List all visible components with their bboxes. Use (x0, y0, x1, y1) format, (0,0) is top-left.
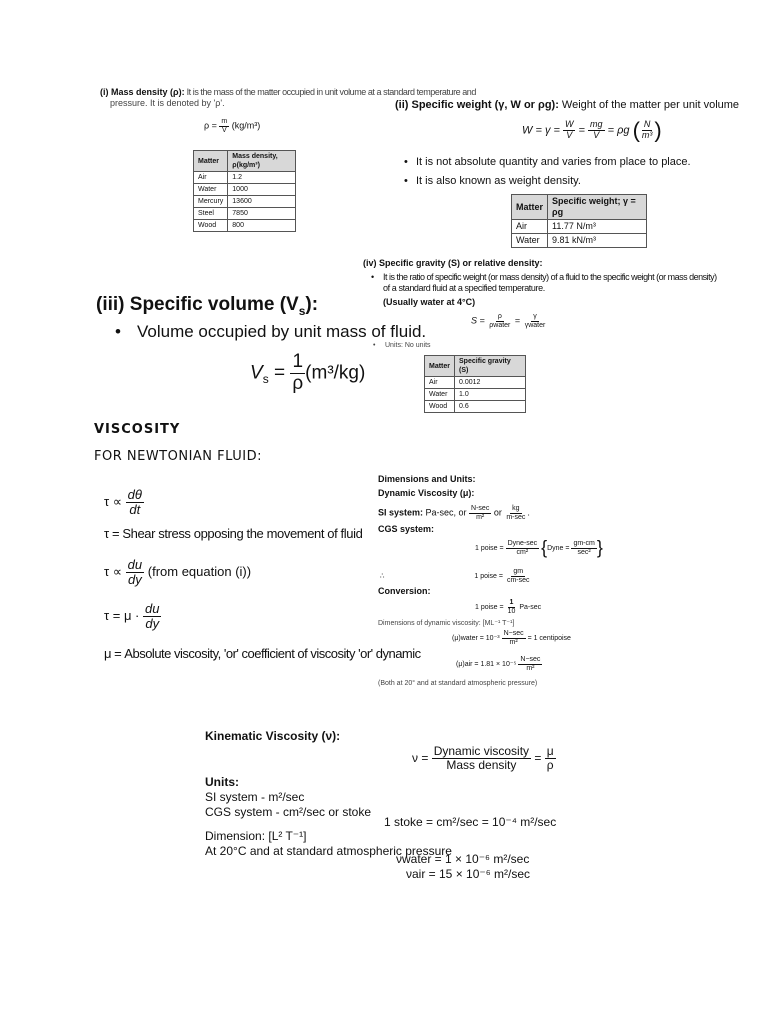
frac-den: dy (145, 616, 160, 632)
frac-den: m² (476, 513, 485, 521)
table-cell: Wood (194, 220, 228, 232)
bullet-text-cont: of a standard fluid at a specified temperature. (383, 283, 545, 293)
eq-note: (from equation (i)) (147, 564, 252, 580)
specific-weight-heading: (ii) Specific weight (γ, W or ρg): (395, 99, 559, 111)
specific-volume-bullet: • Volume occupied by unit mass of fluid. (115, 322, 427, 341)
cgs-label: CGS system: (378, 524, 435, 535)
frac-den: Mass density (446, 758, 517, 773)
frac-num: mg (590, 119, 603, 129)
heading-sub: s (298, 303, 306, 318)
frac-num: N−sec (503, 630, 524, 637)
frac-den: ρ (546, 758, 554, 773)
kinematic-values (396, 852, 530, 882)
mass-density-block (100, 87, 476, 109)
frac-num: 1 (509, 599, 514, 606)
dimension-text: Dimension: [L² T⁻¹] (205, 829, 307, 843)
table-cell: 0.6 (455, 401, 526, 413)
specific-weight-block (395, 98, 739, 112)
newtonian-subtitle: FOR NEWTONIAN FLUID: (94, 449, 262, 464)
specific-weight-table (511, 194, 647, 248)
rhs: Pa-sec (519, 604, 542, 612)
dims-units-block (378, 474, 638, 535)
table-cell: Mercury (194, 196, 228, 208)
frac-num: W (564, 119, 574, 129)
table-cell: Air (512, 220, 548, 234)
table-cell: 11.77 N/m³ (548, 220, 647, 234)
unit-den: m³ (641, 129, 653, 140)
specific-volume-formula (250, 352, 365, 395)
eq-lhs: τ ∝ (104, 564, 123, 580)
table-row (194, 208, 296, 220)
bullet-text: It is not absolute quantity and varies from place to place. (416, 156, 691, 168)
table-cell: 0.0012 (455, 377, 526, 389)
eq-tau-prop-dtheta (104, 487, 424, 526)
eq-lhs: τ ∝ (104, 494, 123, 510)
mass-density-formula (204, 118, 260, 134)
lhs: (μ)water = 10⁻³ (452, 635, 500, 643)
frac-den: V (566, 129, 573, 140)
or: or (491, 507, 505, 518)
table-row (194, 172, 296, 184)
frac-num: Dynamic viscosity (433, 744, 530, 758)
si-line (378, 505, 638, 521)
units-label: Units: (205, 775, 239, 789)
formula-unit: (kg/m³) (231, 120, 261, 131)
mu-air (456, 656, 542, 672)
frac-den: ρ (292, 372, 304, 394)
table-cell: Water (512, 234, 548, 248)
table-header-cell: Specific weight; γ = ρg (548, 195, 647, 220)
bullet-text: It is the ratio of specific weight (or mass density) of a fluid to the specific weight (or mass density) (383, 272, 717, 282)
eq: = (578, 124, 585, 137)
table-cell: 800 (228, 220, 296, 232)
table-row (425, 401, 526, 413)
table-header-cell: Matter (512, 195, 548, 220)
table-row (194, 196, 296, 208)
formula-num: m (221, 118, 228, 125)
formula-den: V (221, 126, 227, 134)
dims-title: Dimensions and Units: (378, 474, 476, 484)
frac-den: 10 (507, 607, 516, 615)
viscosity-title: VISCOSITY (94, 422, 181, 437)
kinematic-title: Kinematic Viscosity (ν): (205, 729, 341, 743)
dimension-dynamic: Dimensions of dynamic viscosity: [ML⁻¹ T⁻¹] (378, 620, 515, 627)
dynamic-viscosity-label: Dynamic Viscosity (μ): (378, 488, 475, 498)
specific-volume-heading (96, 294, 318, 318)
table-cell: Wood (425, 401, 455, 413)
bullet-text: Volume occupied by unit mass of fluid. (137, 322, 427, 341)
frac-den: m-sec (506, 513, 526, 521)
frac-num: N−sec (520, 656, 541, 663)
table-cell: Air (194, 172, 228, 184)
nu-water: νwater = 1 × 10⁻⁶ m²/sec (396, 852, 530, 866)
lhs: (μ)air = 1.81 × 10⁻⁵ (456, 661, 517, 669)
frac-den: V (593, 129, 600, 140)
table-header-cell: Specific gravity (S) (455, 356, 526, 377)
frac-num: Dyne-sec (507, 540, 538, 547)
conversion-eq (475, 599, 541, 615)
table-cell: 1.2 (228, 172, 296, 184)
at-20c: At 20°C and at standard atmospheric pressure (205, 844, 452, 858)
stoke-def: 1 stoke = cm²/sec = 10⁻⁴ m²/sec (384, 815, 557, 829)
mu-water (452, 630, 571, 646)
frac-den: γwater (524, 321, 546, 329)
nu-eq: ν = (412, 750, 429, 765)
table-cell: Water (194, 184, 228, 196)
table-cell: 1000 (228, 184, 296, 196)
table-row (425, 389, 526, 401)
vs-sub: s (262, 372, 269, 387)
conversion-label: Conversion: (378, 586, 431, 596)
specific-gravity-units: • Units: No units (373, 342, 431, 349)
eq: = (534, 750, 542, 765)
si-label: SI system: (378, 507, 424, 518)
frac-num: gm-cm (573, 540, 595, 547)
nu-air: νair = 15 × 10⁻⁶ m²/sec (406, 867, 530, 881)
usually-water: (Usually water at 4°C) (383, 297, 476, 307)
unit-num: N (643, 119, 651, 129)
frac-num: kg (512, 505, 520, 512)
eq-tau-prop-du (104, 558, 421, 602)
s-eq: S = (471, 315, 485, 326)
table-header-cell: Matter (425, 356, 455, 377)
formula-lhs: ρ = (204, 120, 217, 131)
eq-shear-stress: τ = Shear stress opposing the movement of fluid (104, 526, 363, 541)
table-cell: Water (425, 389, 455, 401)
frac-den: cm² (516, 548, 529, 556)
table-cell: 9.81 kN/m³ (548, 234, 647, 248)
specific-weight-desc: Weight of the matter per unit volume (558, 99, 740, 111)
mass-density-desc2: pressure. It is denoted by 'ρ'. (110, 98, 225, 108)
units-text: Units: No units (385, 342, 431, 349)
frac-num: μ (546, 744, 554, 758)
therefore: ∴ (380, 573, 385, 581)
frac-num: dθ (127, 487, 142, 502)
table-header-cell: Mass density, ρ(kg/m³) (228, 151, 296, 172)
newtonian-equations (104, 487, 424, 661)
table-cell: 13600 (228, 196, 296, 208)
frac-den: ρwater (489, 321, 511, 329)
table-cell: 1.0 (455, 389, 526, 401)
frac-num: γ (533, 313, 537, 320)
rhs: = 1 centipoise (527, 635, 571, 643)
poise-def-1: 1 poise = $\frac{\text{Dyne-sec}}{\text{cm²}}$ {Dyne = $\frac{gm-cm}{\text{sec²}}$ } (475, 537, 603, 558)
specific-gravity-heading: (iv) Specific gravity (S) or relative density: (363, 258, 543, 268)
mass-density-table (193, 150, 296, 232)
frac-num: du (145, 601, 160, 616)
table-header-cell: Matter (194, 151, 228, 172)
lhs: 1 poise = (475, 604, 504, 612)
rho-g: = ρg (607, 124, 630, 137)
eq-tau-mu (104, 602, 421, 646)
lhs: 1 poise = (474, 573, 503, 581)
heading-text: (iii) Specific volume (V (96, 294, 299, 315)
gamma-eq: γ = (544, 124, 560, 137)
frac-den: m² (509, 638, 518, 646)
mass-density-desc: It is the mass of the matter occupied in unit volume at a standard temperature and (184, 87, 476, 97)
table-row (194, 184, 296, 196)
frac-num: ρ (497, 313, 502, 320)
table-cell: Steel (194, 208, 228, 220)
poise-def-2 (380, 568, 580, 584)
both-conditions: (Both at 20° and at standard atmospheric pressure) (378, 680, 538, 687)
eq-absolute-viscosity: μ = Absolute viscosity, 'or' coefficient of viscosity 'or' dynamic (104, 646, 421, 661)
kinematic-units (205, 775, 371, 820)
specific-gravity-formula: S = $\frac{\rho}{\text{ρwater}}$ = $\frac{\gamma}{\text{γwater}}$ (471, 313, 546, 329)
frac-den: cm-sec (506, 576, 530, 584)
eq-lhs: τ = μ · (104, 608, 140, 624)
vs: V (250, 362, 263, 384)
table-row (512, 234, 647, 248)
heading-end: ): (305, 294, 319, 315)
frac-num: N-sec (471, 505, 490, 512)
cgs-units: CGS system - cm²/sec or stoke (205, 805, 372, 819)
kinematic-formula (412, 745, 556, 772)
formula-unit: (m³/kg) (305, 362, 366, 384)
table-row (512, 220, 647, 234)
si-text: Pa-sec, or (423, 507, 470, 518)
frac-den: sec² (577, 548, 591, 556)
dyne-lhs: Dyne = (547, 545, 570, 553)
w-eq: W = (522, 124, 542, 137)
specific-weight-bullets: • It is not absolute quantity and varies from place to place. • It is also known as weight density. (404, 156, 691, 187)
frac-num: 1 (292, 351, 304, 372)
period: . (527, 507, 530, 518)
specific-weight-formula: W = γ = $\frac{W}{V}$ = $\frac{mg}{V}$ = ρg ( $\frac{N}{\text{m³}}$ ) (522, 117, 662, 143)
lhs: 1 poise = (475, 545, 504, 553)
table-row (425, 377, 526, 389)
frac-den: m² (526, 664, 535, 672)
eq: = (273, 362, 286, 384)
table-cell: 7850 (228, 208, 296, 220)
frac-den: dy (128, 572, 142, 588)
specific-gravity-block: (iv) Specific gravity (S) or relative density: • It is the ratio of specific weight (or mass density) of a fluid to the specific weight (or mass density) of a standard fluid at a specified temperature. (Usually water at 4°C) (363, 258, 717, 307)
table-row (194, 220, 296, 232)
table-cell: Air (425, 377, 455, 389)
bullet-text: It is also known as weight density. (416, 175, 581, 187)
frac-num: gm (513, 568, 524, 575)
mass-density-heading: (i) Mass density (ρ): (100, 87, 185, 97)
si-units: SI system - m²/sec (205, 790, 305, 804)
frac-den: dt (129, 502, 141, 518)
specific-gravity-table (424, 355, 526, 413)
frac-num: du (127, 557, 143, 572)
